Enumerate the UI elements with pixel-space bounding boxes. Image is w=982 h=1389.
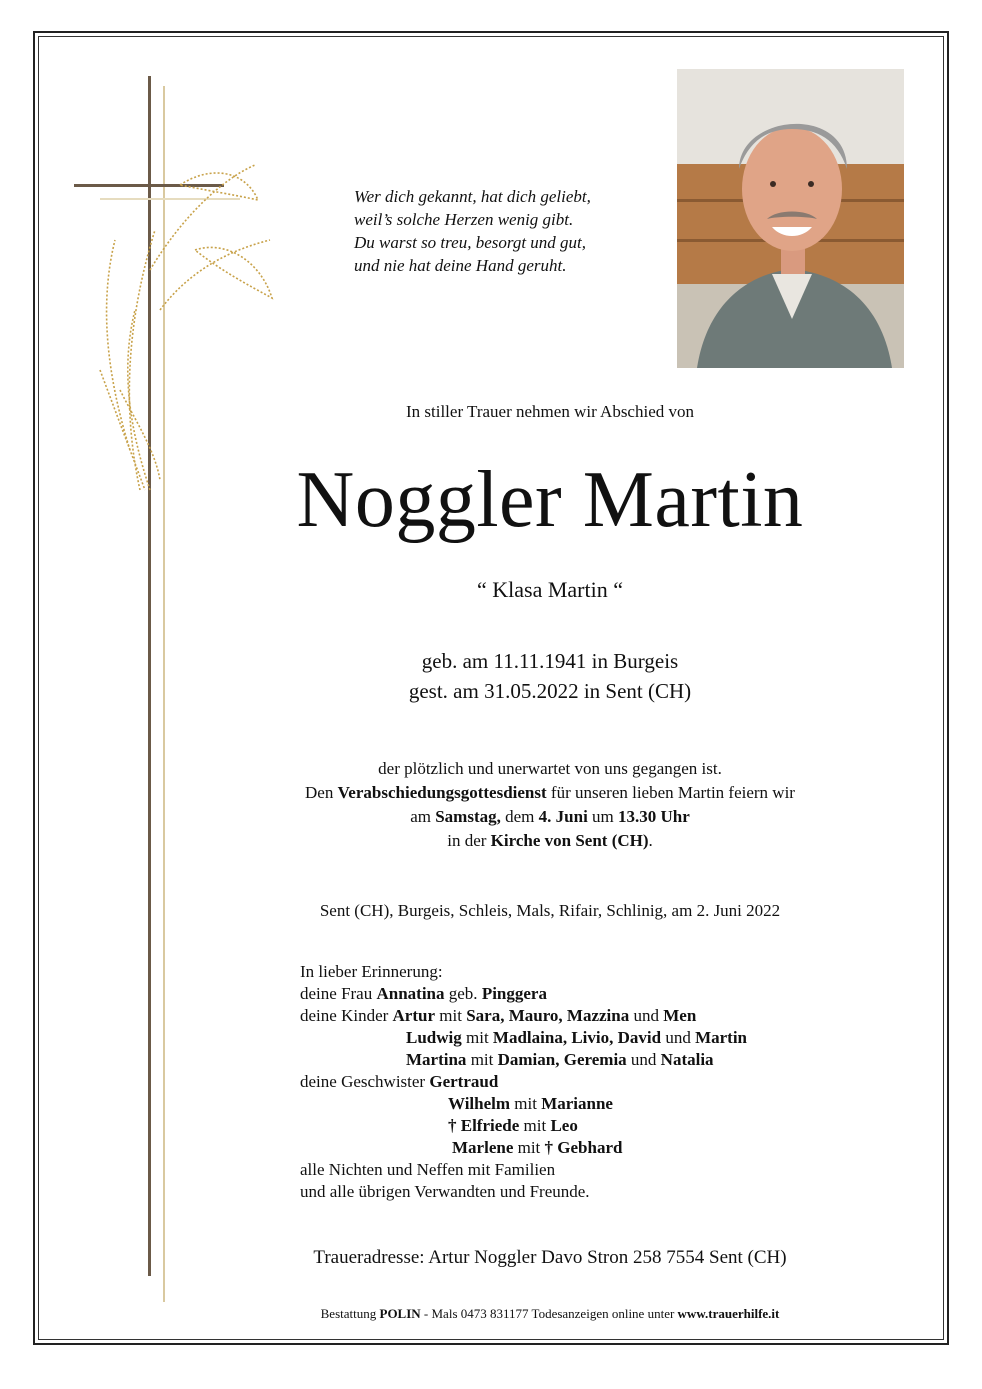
mourner-siblings: † Elfriede mit Leo	[448, 1116, 578, 1135]
nickname: “ Klasa Martin “	[477, 577, 623, 602]
mourning-address: Traueradresse: Artur Noggler Davo Stron 258 7554 Sent (CH)	[313, 1247, 787, 1268]
place-date: Sent (CH), Burgeis, Schleis, Mals, Rifair, Schlinig, am 2. Juni 2022	[319, 901, 781, 920]
mourners-list	[300, 961, 747, 1203]
birth-line: geb. am 11.11.1941 in Burgeis	[421, 649, 679, 673]
service-line-3: am Samstag, dem 4. Juni um 13.30 Uhr	[410, 807, 690, 826]
mourner-siblings: Marlene mit † Gebhard	[452, 1138, 623, 1157]
service-line-4: in der Kirche von Sent (CH).	[447, 831, 653, 850]
mourner-siblings: Wilhelm mit Marianne	[448, 1094, 613, 1113]
poem-line: Wer dich gekannt, hat dich geliebt,	[354, 187, 591, 206]
cross-horizontal-beam	[74, 184, 224, 187]
mourner-siblings: deine Geschwister Gertraud	[300, 1072, 499, 1091]
website-link[interactable]: www.trauerhilfe.it	[677, 1306, 780, 1321]
cross-shadow-horizontal	[100, 198, 240, 200]
mourner-children: deine Kinder Artur mit Sara, Mauro, Mazzina und Men	[300, 1006, 697, 1025]
service-line-2: Den Verabschiedungsgottesdienst für unseren lieben Martin feiern wir	[305, 783, 795, 802]
funeral-home-footer: Bestattung POLIN - Mals 0473 831177 Todesanzeigen online unter www.trauerhilfe.it	[320, 1306, 780, 1321]
deceased-name: Noggler Martin	[296, 456, 804, 544]
poem-line: und nie hat deine Hand geruht.	[354, 256, 567, 275]
poem-line: weil’s solche Herzen wenig gibt.	[354, 210, 574, 229]
wheat-icon	[100, 165, 272, 490]
service-line-1: der plötzlich und unerwartet von uns gegangen ist.	[378, 759, 722, 778]
mourner-wife: deine Frau Annatina geb. Pinggera	[300, 984, 547, 1003]
cross-shadow-beam	[163, 86, 165, 1302]
poem-line: Du warst so treu, besorgt und gut,	[354, 233, 587, 252]
service-announcement	[250, 757, 850, 853]
mourner-nieces: alle Nichten und Neffen mit Familien	[300, 1160, 556, 1179]
life-dates	[250, 646, 850, 706]
portrait-photo	[677, 69, 904, 368]
intro-line: In stiller Trauer nehmen wir Abschied von	[405, 402, 694, 421]
memorial-poem	[354, 185, 654, 277]
mourner-relatives: und alle übrigen Verwandten und Freunde.	[300, 1182, 590, 1201]
cross-vertical-beam	[148, 76, 151, 1276]
death-line: gest. am 31.05.2022 in Sent (CH)	[408, 679, 692, 703]
mourners-heading: In lieber Erinnerung:	[300, 962, 443, 981]
mourner-children: Martina mit Damian, Geremia und Natalia	[406, 1050, 714, 1069]
mourner-children: Ludwig mit Madlaina, Livio, David und Martin	[406, 1028, 747, 1047]
